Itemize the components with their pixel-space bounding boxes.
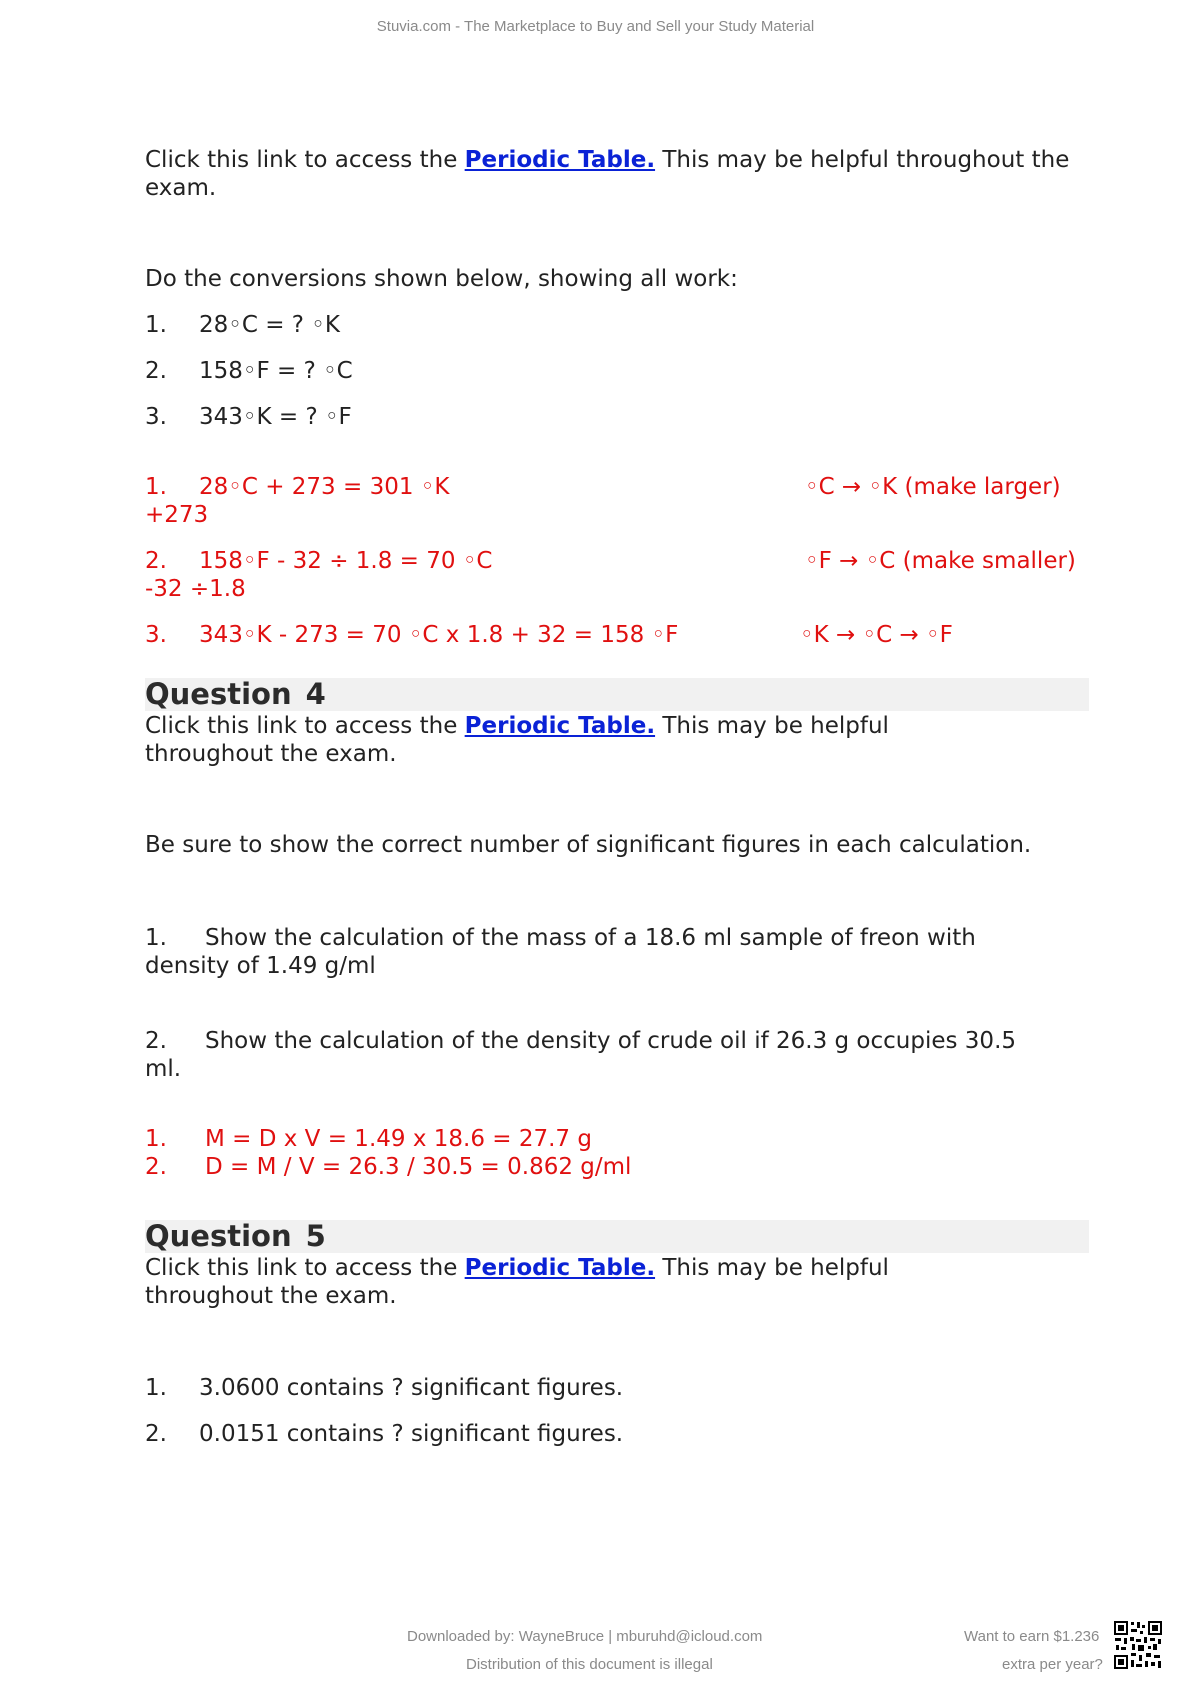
conversion-answer [145,473,449,501]
answer-text: 158◦F - 32 ÷ 1.8 = 70 ◦C [199,548,493,574]
answer-text: 28◦C + 273 = 301 ◦K [199,474,450,500]
question-number: 5 [305,1219,326,1253]
footer-earn-line2[interactable]: extra per year? [1002,1656,1103,1673]
item-number: 1. [145,1375,167,1401]
item-text: 158◦F = ? ◦C [199,358,353,384]
link-post: This may be helpful [662,713,889,739]
link-pre: Click this link to access the [145,713,458,739]
answer-number: 1. [145,474,167,500]
question-4-item [145,924,976,952]
footer-downloaded: Downloaded by: WayneBruce | mburuhd@icloud.com [407,1628,763,1645]
qr-code-icon[interactable] [1113,1620,1163,1670]
item-number: 2. [145,1421,167,1447]
answer-continuation: +273 [145,502,209,528]
item-text: Show the calculation of the density of crude oil if 26.3 g occupies 30.5 [205,1028,1017,1054]
item-text: 0.0151 contains ? significant figures. [199,1421,624,1447]
question-4-answer [145,1125,592,1153]
answer-number: 2. [145,548,167,574]
question-4-link-line [145,712,889,740]
question-4-link-line2: throughout the exam. [145,741,397,767]
question-5-heading [145,1220,1089,1253]
conversions-instruction: Do the conversions shown below, showing all work: [145,266,738,292]
periodic-table-link[interactable]: Periodic Table. [464,1255,656,1281]
item-number: 2. [145,358,167,384]
item-number: 3. [145,404,167,430]
conversion-answer [145,621,678,649]
question-5-item [145,1374,623,1402]
periodic-table-link[interactable]: Periodic Table. [464,713,656,739]
item-text: 3.0600 contains ? significant figures. [199,1375,624,1401]
item-number: 2. [145,1028,167,1054]
question-4-item-cont: density of 1.49 g/ml [145,953,376,979]
question-5-link-line [145,1254,889,1282]
answer-note: ◦K → ◦C → ◦F [800,622,953,648]
page-header: Stuvia.com - The Marketplace to Buy and Sell your Study Material [376,18,815,35]
intro-pre: Click this link to access the [145,147,458,173]
answer-number: 1. [145,1126,167,1152]
conversion-answer [145,547,492,575]
answer-text: 343◦K - 273 = 70 ◦C x 1.8 + 32 = 158 ◦F [199,622,679,648]
answer-continuation: -32 ÷1.8 [145,576,246,602]
answer-number: 2. [145,1154,167,1180]
footer-earn-line1[interactable]: Want to earn $1.236 [964,1628,1100,1645]
question-5-item [145,1420,623,1448]
question-title [145,1220,326,1253]
question-5-link-line2: throughout the exam. [145,1283,397,1309]
question-label: Question [145,1219,292,1253]
question-4-answer [145,1153,631,1181]
question-4-item [145,1027,1016,1055]
question-number: 4 [305,677,326,711]
link-pre: Click this link to access the [145,1255,458,1281]
question-label: Question [145,677,292,711]
intro-post: This may be helpful throughout the exam. [145,147,1070,201]
question-title [145,678,326,711]
periodic-table-link[interactable]: Periodic Table. [464,147,656,173]
footer-distribution: Distribution of this document is illegal [466,1656,713,1673]
conversion-item [145,403,352,431]
answer-note: ◦C → ◦K (make larger) [805,474,1061,500]
item-number: 1. [145,925,167,951]
conversion-item [145,311,340,339]
item-text: Show the calculation of the mass of a 18.6 ml sample of freon with [205,925,976,951]
question-4-instruction: Be sure to show the correct number of significant figures in each calculation. [145,832,1032,858]
item-text: 343◦K = ? ◦F [199,404,352,430]
answer-note: ◦F → ◦C (make smaller) [805,548,1076,574]
answer-text: D = M / V = 26.3 / 30.5 = 0.862 g/ml [205,1154,632,1180]
intro-paragraph [145,146,1089,202]
item-number: 1. [145,312,167,338]
item-text: 28◦C = ? ◦K [199,312,340,338]
answer-text: M = D x V = 1.49 x 18.6 = 27.7 g [205,1126,592,1152]
question-4-heading [145,678,1089,711]
answer-number: 3. [145,622,167,648]
link-post: This may be helpful [662,1255,889,1281]
conversion-item [145,357,353,385]
question-4-item-cont: ml. [145,1056,182,1082]
